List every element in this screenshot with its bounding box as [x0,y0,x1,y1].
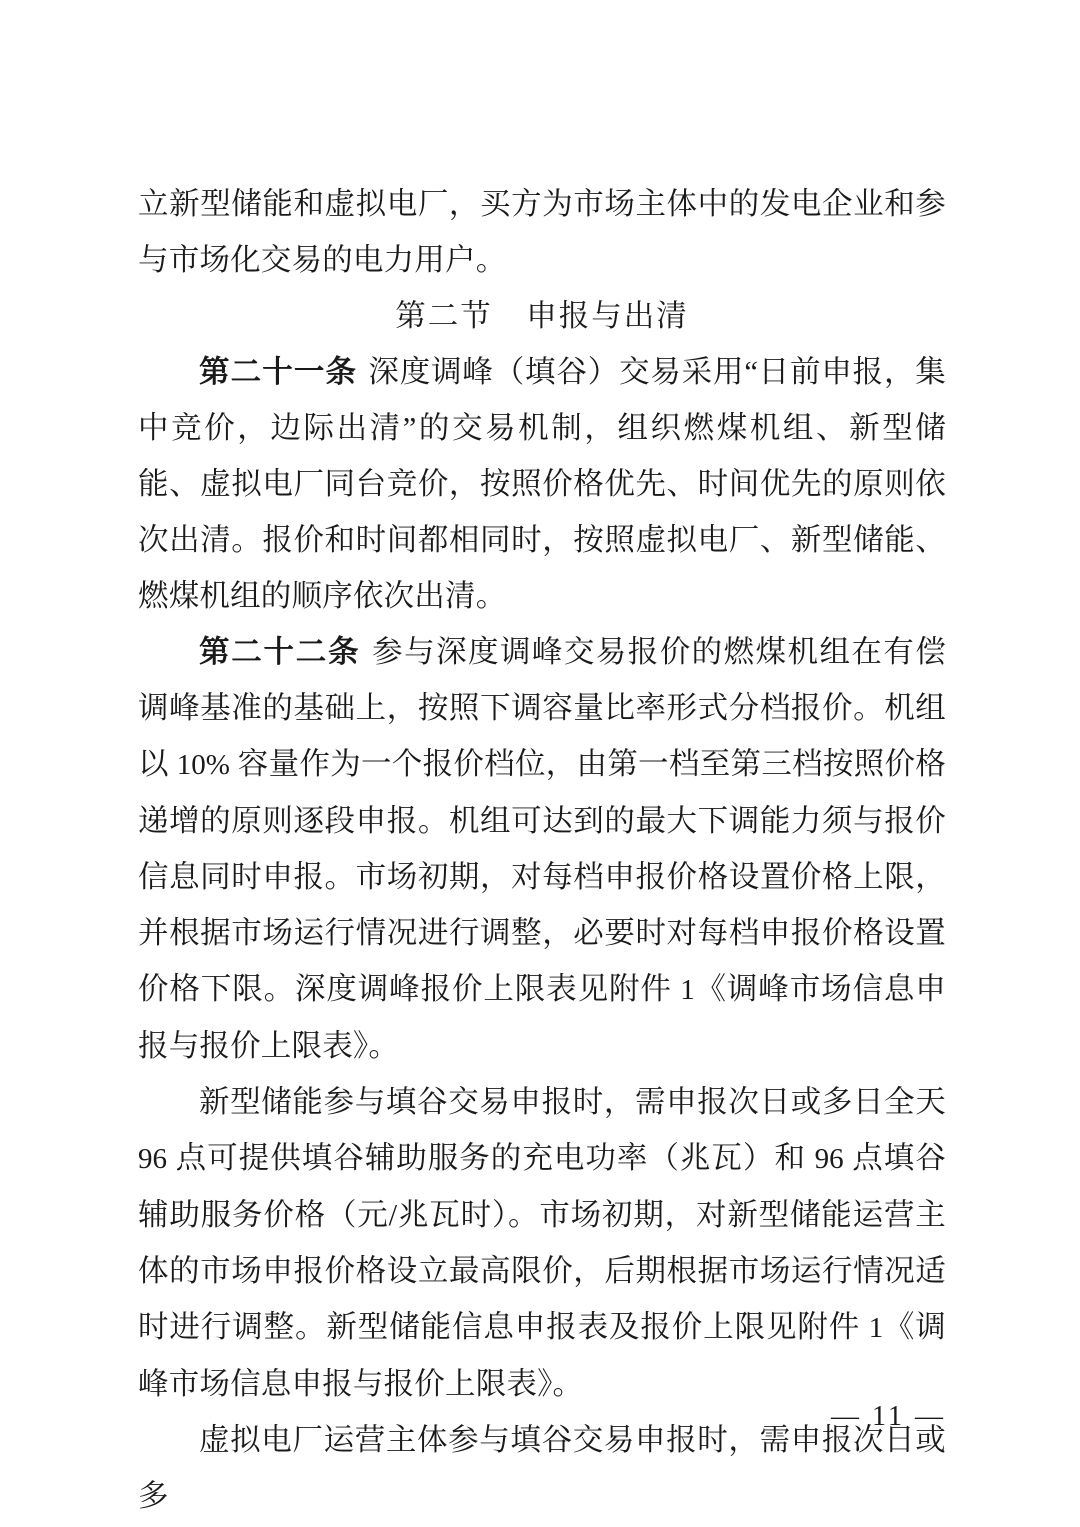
article-21-text: 深度调峰（填谷）交易采用“日前申报，集中竞价，边际出清”的交易机制，组织燃煤机组、新型储能、虚拟电厂同台竞价，按照价格优先、时间优先的原则依次出清。报价和时间都相同时，按照虚拟电厂、新型储能、燃煤机组的顺序依次出清。 [138,355,946,613]
section-heading [138,288,946,344]
storage-text-part-1: 新型储能参与填谷交易申报时，需申报次日或多日全天 [199,1085,946,1119]
article-22-text-part-3: 《调峰市场信息申报与报价上限表》。 [138,972,946,1063]
article-22-marker: 第二十二条 [199,635,361,669]
paragraph-vpp-declaration: 虚拟电厂运营主体参与填谷交易申报时，需申报次日或多 [138,1423,946,1513]
article-22-appendix-number: 1 [680,974,695,1006]
article-22 [138,624,946,1074]
article-21 [138,344,946,624]
storage-points-count-2: 96 [814,1143,844,1175]
paragraph-storage-declaration [138,1074,946,1412]
storage-text-part-2: 点可提供填谷辅助服务的充电功率（兆瓦）和 [167,1141,815,1175]
section-heading-title: 申报与出清 [526,299,689,333]
article-21-marker: 第二十一条 [199,355,358,389]
storage-points-count-1: 96 [138,1143,167,1175]
article-22-capacity-tier-percent: 10% [176,749,230,781]
section-heading-number: 第二节 [395,299,493,333]
article-22-text-part-1: 参与深度调峰交易报价的燃煤机组在有偿调峰基准的基础上，按照下调容量比率形式分档报价。机组以 [138,635,946,781]
article-22-text-part-2: 容量作为一个报价档位，由第一档至第三档按照价格递增的原则逐段申报。机组可达到的最大下调能力须与报价信息同时申报。市场初期，对每档申报价格设置价格上限，并根据市场运行情况进行调整，必要时对每档申报价格设置价格下限。深度调峰报价上限表见附件 [138,747,946,1006]
storage-text-part-3: 点填谷辅助服务价格（元/兆瓦时）。市场初期，对新型储能运营主体的市场申报价格设立最高限价，后期根据市场运行情况适时进行调整。新型储能信息申报表及报价上限见附件 [138,1141,946,1344]
storage-appendix-number: 1 [868,1312,884,1344]
page-number: — 11 — [831,1401,946,1432]
paragraph-continued: 立新型储能和虚拟电厂，买方为市场主体中的发电企业和参与市场化交易的电力用户。 [138,187,946,277]
storage-text-part-4: 《调峰市场信息申报与报价上限表》。 [138,1310,946,1401]
page-body-text [138,176,946,1524]
